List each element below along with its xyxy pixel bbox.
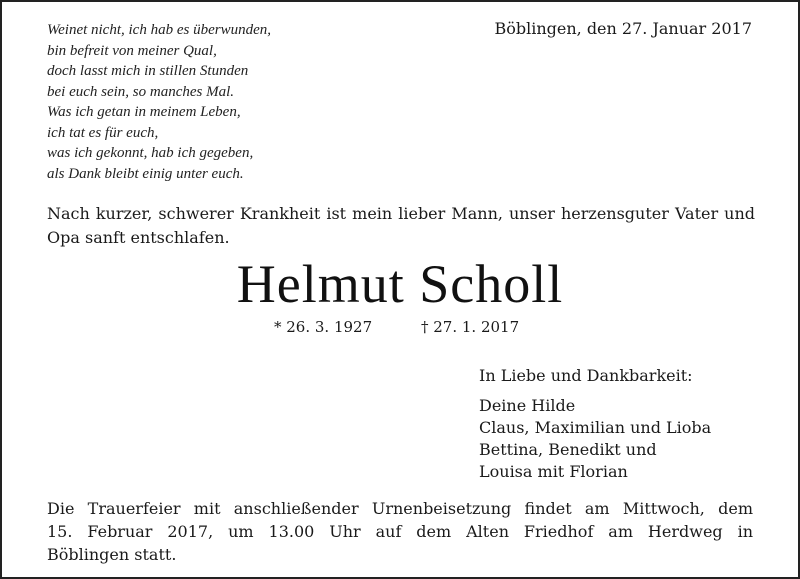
death-date: † 27. 1. 2017 <box>421 318 520 336</box>
mourner-name: Claus, Maximilian und Lioba <box>479 418 712 437</box>
poem-line: Weinet nicht, ich hab es überwunden, <box>47 22 271 38</box>
funeral-notice <box>47 497 753 566</box>
birth-date: * 26. 3. 1927 <box>274 318 373 336</box>
mourners-heading: In Liebe und Dankbarkeit: <box>479 366 693 385</box>
poem-line: Was ich getan in meinem Leben, <box>47 104 241 120</box>
place-and-date: Böblingen, den 27. Januar 2017 <box>494 19 752 38</box>
memorial-poem <box>47 20 271 184</box>
mourner-name: Louisa mit Florian <box>479 462 628 481</box>
poem-line: bei euch sein, so manches Mal. <box>47 83 235 100</box>
funeral-line: Böblingen statt. <box>47 545 177 564</box>
poem-line: als Dank bleibt einig unter euch. <box>47 165 244 182</box>
mourner-name: Deine Hilde <box>479 396 576 415</box>
mourner-name: Bettina, Benedikt und <box>479 440 657 459</box>
poem-line: bin befreit von meiner Qual, <box>47 42 217 59</box>
poem-line: was ich gekonnt, hab ich gegeben, <box>47 145 254 161</box>
deceased-name: Helmut Scholl <box>236 254 564 314</box>
poem-line: ich tat es für euch, <box>47 124 159 141</box>
poem-line: doch lasst mich in stillen Stunden <box>47 63 249 79</box>
funeral-line: 15. Februar 2017, um 13.00 Uhr auf dem Alten Friedhof am Herdweg in <box>47 522 753 541</box>
funeral-line: Die Trauerfeier mit anschließender Urnenbeisetzung findet am Mittwoch, dem <box>47 499 753 518</box>
announcement-text: Nach kurzer, schwerer Krankheit ist mein lieber Mann, unser herzensguter Vater und Opa sanft entschlafen. <box>47 204 755 247</box>
mourners-block <box>479 365 711 483</box>
